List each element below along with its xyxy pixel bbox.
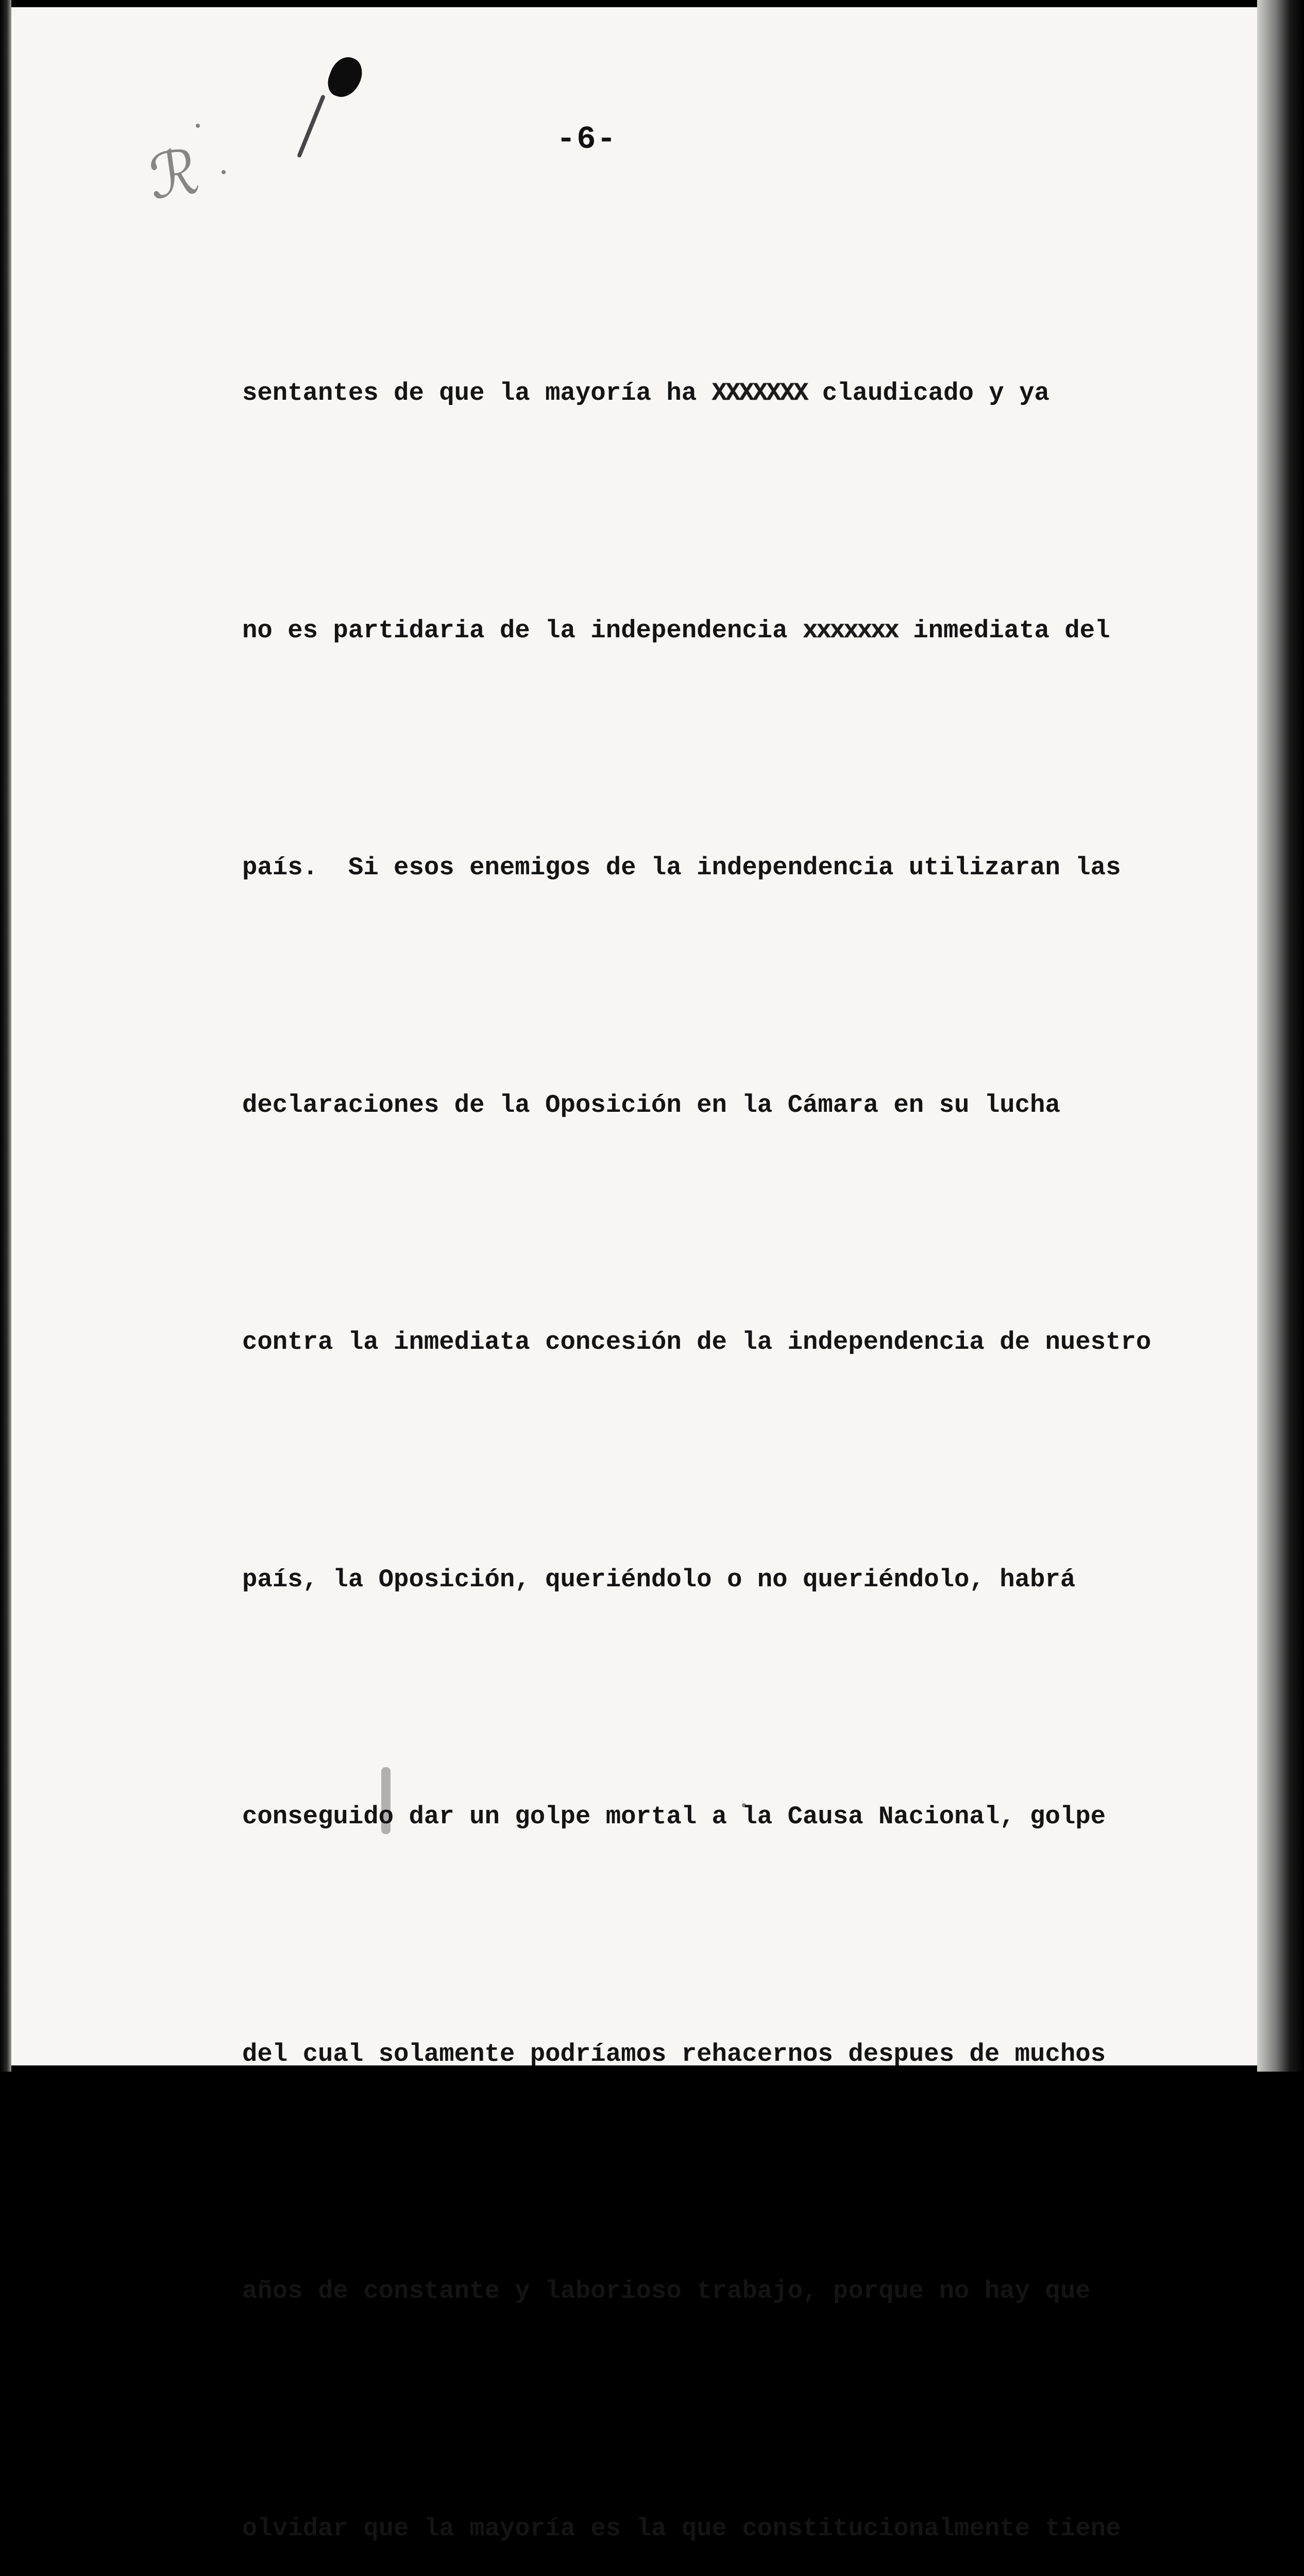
text-line: sentantes de que la mayoría ha XXXXXXX claudicado y ya bbox=[242, 379, 1049, 408]
text-line: olvidar que la mayoría es la que constitucionalmente tiene bbox=[242, 2514, 1121, 2543]
text-line: años de constante y laborioso trabajo, porque no hay que bbox=[242, 2277, 1091, 2306]
text-line: país. Si esos enemigos de la independencia utilizaran las bbox=[242, 853, 1121, 882]
text-line: no es partidaria de la independencia xxxxxxx inmediata del bbox=[242, 616, 1110, 645]
text-line: del cual solamente podríamos rehacernos despues de muchos bbox=[242, 2039, 1106, 2069]
scan-right-border bbox=[1257, 0, 1304, 2072]
typed-text-body bbox=[242, 196, 1195, 2576]
speck bbox=[196, 124, 200, 128]
text-line: país, la Oposición, queriéndolo o no queriéndolo, habrá bbox=[242, 1565, 1076, 1594]
speck bbox=[222, 170, 226, 174]
handwritten-margin-mark: ℛ bbox=[144, 136, 204, 214]
text-line: contra la inmediata concesión de la independencia de nuestro bbox=[242, 1328, 1151, 1357]
scan-left-border bbox=[0, 0, 11, 2072]
text-line: conseguido dar un golpe mortal a la Causa Nacional, golpe bbox=[242, 1802, 1106, 1831]
struck-out-text: xxxxxxx bbox=[802, 616, 898, 645]
struck-out-text: XXXXXXX bbox=[712, 379, 807, 408]
page-number: -6- bbox=[556, 121, 617, 158]
text-line: declaraciones de la Oposición en la Cámara en su lucha bbox=[242, 1090, 1060, 1120]
